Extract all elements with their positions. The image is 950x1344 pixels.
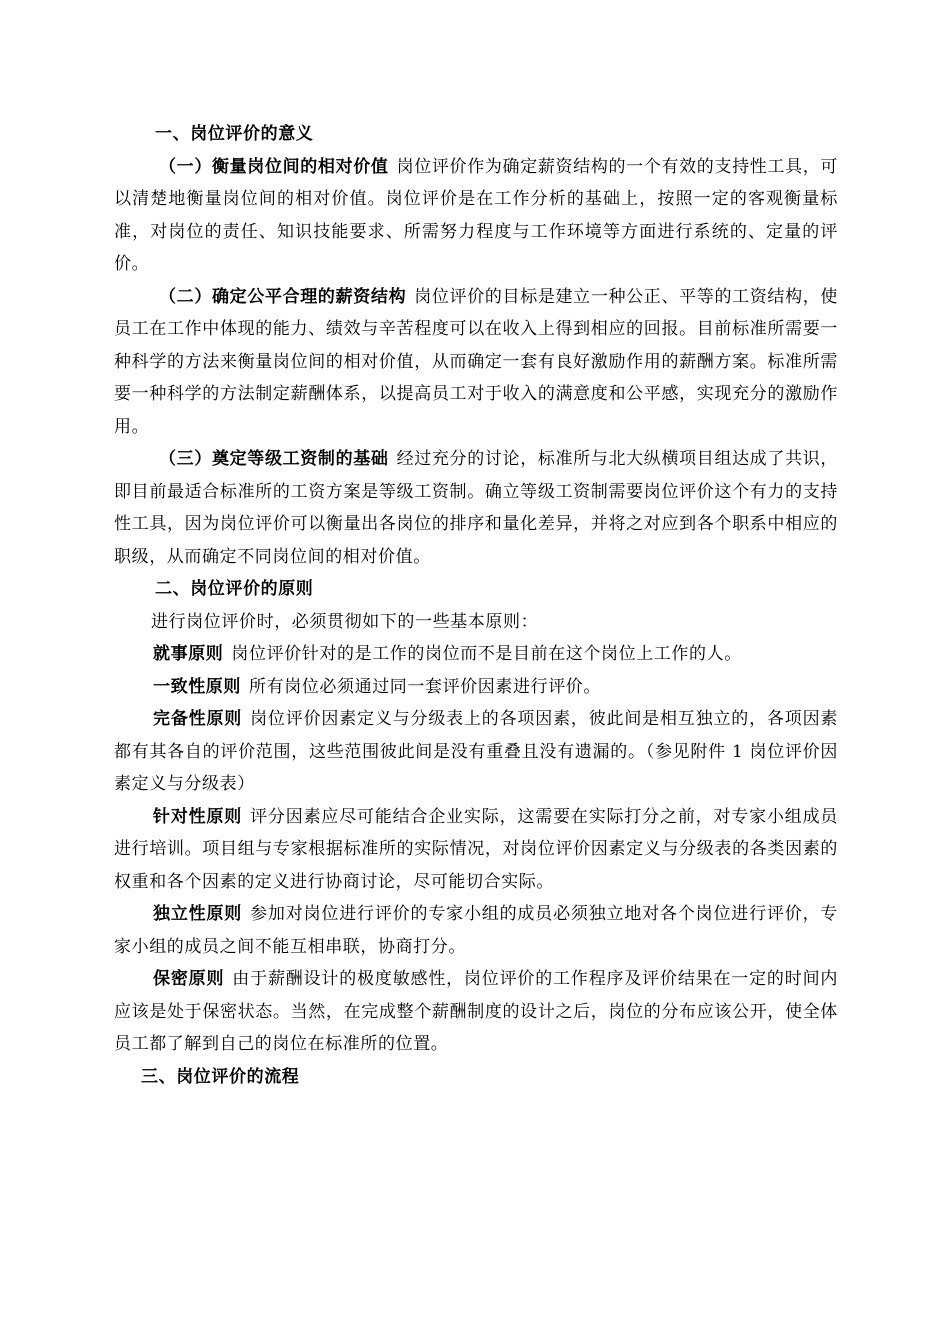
principle-name: 一致性原则 [153,676,241,697]
paragraph-text: 岗位评价作为确定薪资结构的一个有效的支持性工具，可以清楚地衡量岗位间的相对价值。岗位评价是在工作分析的基础上，按照一定的客观衡量标准，对岗位的责任、知识技能要求、所需努力程度与工作环境等方面进行系统的、定量的评价。 [114,156,838,274]
paragraph-text: 经过充分的讨论，标准所与北大纵横项目组达成了共识，即目前最适合标准所的工资方案是等级工资制。确立等级工资制需要岗位评价这个有力的支持性工具，因为岗位评价可以衡量出各岗位的排序和量化差异，并将之对应到各个职系中相应的职级，从而确定不同岗位间的相对价值。 [114,449,838,567]
principle-name: 就事原则 [153,644,224,664]
principle-text: 参加对岗位进行评价的专家小组的成员必须独立地对各个岗位进行评价，专家小组的成员之间不能互相串联，协商打分。 [114,904,838,957]
principle-text: 岗位评价因素定义与分级表上的各项因素，彼此间是相互独立的，各项因素都有其各自的评价范围，这些范围彼此间是没有重叠且没有遗漏的。（参见附件 1 岗位评价因素定义与分级表） [114,709,838,794]
paragraph-grade-wage [114,443,838,573]
principle-text: 由于薪酬设计的极度敏感性，岗位评价的工作程序及评价结果在一定的时间内应该是处于保密状态。当然，在完成整个薪酬制度的设计之后，岗位的分布应该公开，使全体员工都了解到自己的岗位在标准所的位置。 [114,969,838,1054]
paragraph-lead: （二）确定公平合理的薪资结构 [159,286,407,307]
principle-name: 针对性原则 [153,806,243,827]
principle-item [114,703,838,801]
paragraph-salary-structure [114,281,838,444]
principle-name: 独立性原则 [153,904,243,924]
principle-item [114,963,838,1061]
paragraph-relative-value [114,151,838,281]
paragraph-lead: （一）衡量岗位间的相对价值 [159,156,389,177]
document-page [114,118,838,1093]
paragraph-text: 岗位评价的目标是建立一种公正、平等的工资结构，使员工在工作中体现的能力、绩效与辛苦程度可以在收入上得到相应的回报。目前标准所需要一种科学的方法来衡量岗位间的相对价值，从而确定一套有良好激励作用的薪酬方案。标准所需要一种科学的方法制定薪酬体系，以提高员工对于收入的满意度和公平感，实现充分的激励作用。 [114,286,838,437]
section-heading-3: 三、岗位评价的流程 [141,1066,300,1087]
principle-text: 所有岗位必须通过同一套评价因素进行评价。 [249,676,601,697]
principle-name: 保密原则 [153,969,225,989]
paragraph-principles-intro: 进行岗位评价时，必须贯彻如下的一些基本原则： [151,611,539,632]
section-heading-1: 一、岗位评价的意义 [155,124,314,144]
principle-item [114,671,838,704]
principle-text: 评分因素应尽可能结合企业实际，这需要在实际打分之前，对专家小组成员进行培训。项目组与专家根据标准所的实际情况，对岗位评价因素定义与分级表的各类因素的权重和各个因素的定义进行协商讨论，尽可能切合实际。 [114,806,838,892]
principle-name: 完备性原则 [153,709,243,729]
principle-item [114,898,838,963]
section-heading-2: 二、岗位评价的原则 [155,579,314,599]
paragraph-lead: （三）奠定等级工资制的基础 [159,449,389,469]
principle-item [114,801,838,899]
principle-item [114,638,838,671]
principle-text: 岗位评价针对的是工作的岗位而不是目前在这个岗位上工作的人。 [231,644,742,664]
